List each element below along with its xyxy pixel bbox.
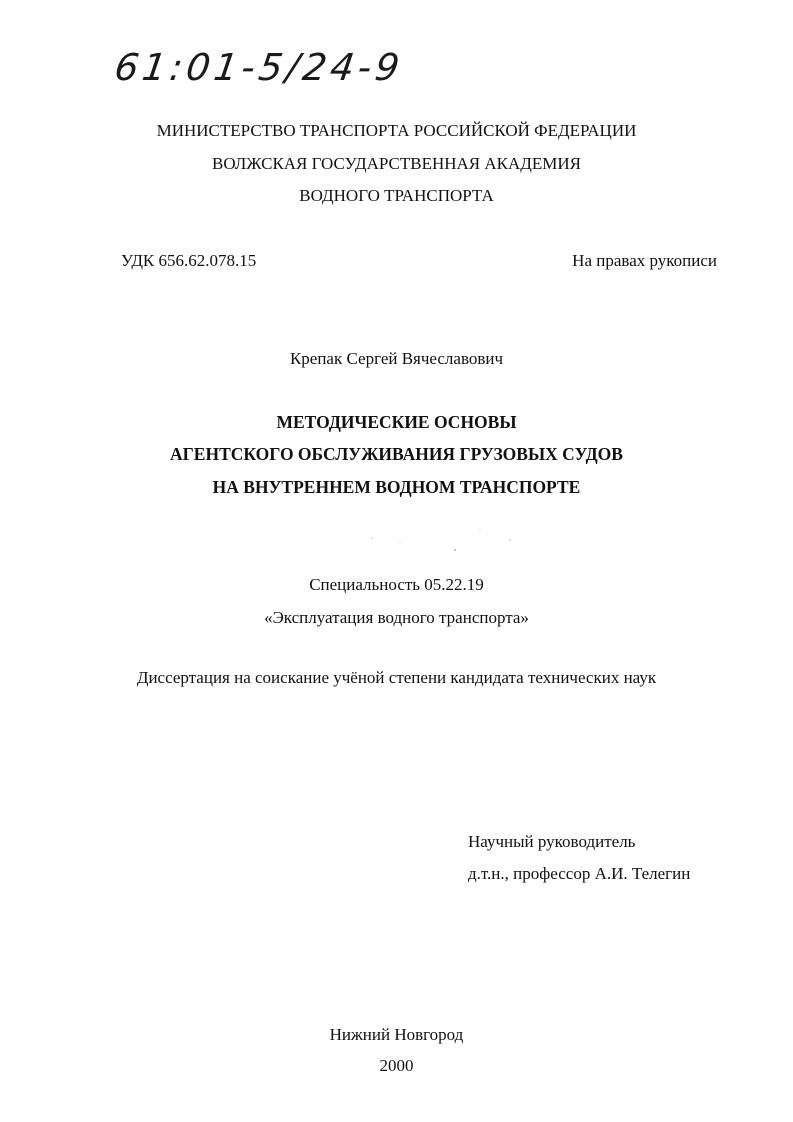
specialty-code: Специальность 05.22.19 xyxy=(309,575,484,594)
header-ministry: МИНИСТЕРСТВО ТРАНСПОРТА РОССИЙСКОЙ ФЕДЕРАЦИИ xyxy=(156,121,637,140)
header-academy-cont: ВОДНОГО ТРАНСПОРТА xyxy=(299,186,494,205)
title-line-1: МЕТОДИЧЕСКИЕ ОСНОВЫ xyxy=(276,412,517,432)
archive-code-handwritten: 61:01-5/24-9 xyxy=(111,46,406,89)
footer-city: Нижний Новгород xyxy=(329,1025,464,1044)
author-name: Крепак Сергей Вячеславович xyxy=(289,349,504,368)
supervisor-name: д.т.н., профессор А.И. Телегин xyxy=(468,864,691,883)
supervisor-label: Научный руководитель xyxy=(468,832,636,851)
rights-notice: На правах рукописи xyxy=(572,251,717,270)
title-line-2: АГЕНТСКОГО ОБСЛУЖИВАНИЯ ГРУЗОВЫХ СУДОВ xyxy=(170,444,623,464)
udk-code: УДК 656.62.078.15 xyxy=(121,251,257,270)
scan-speckles xyxy=(360,520,540,560)
dissertation-statement: Диссертация на соискание учёной степени кандидата технических наук xyxy=(136,668,657,687)
footer-year: 2000 xyxy=(379,1056,414,1075)
specialty-name: «Эксплуатация водного транспорта» xyxy=(264,608,529,627)
header-academy: ВОЛЖСКАЯ ГОСУДАРСТВЕННАЯ АКАДЕМИЯ xyxy=(212,154,581,173)
title-line-3: НА ВНУТРЕННЕМ ВОДНОМ ТРАНСПОРТЕ xyxy=(212,477,581,497)
